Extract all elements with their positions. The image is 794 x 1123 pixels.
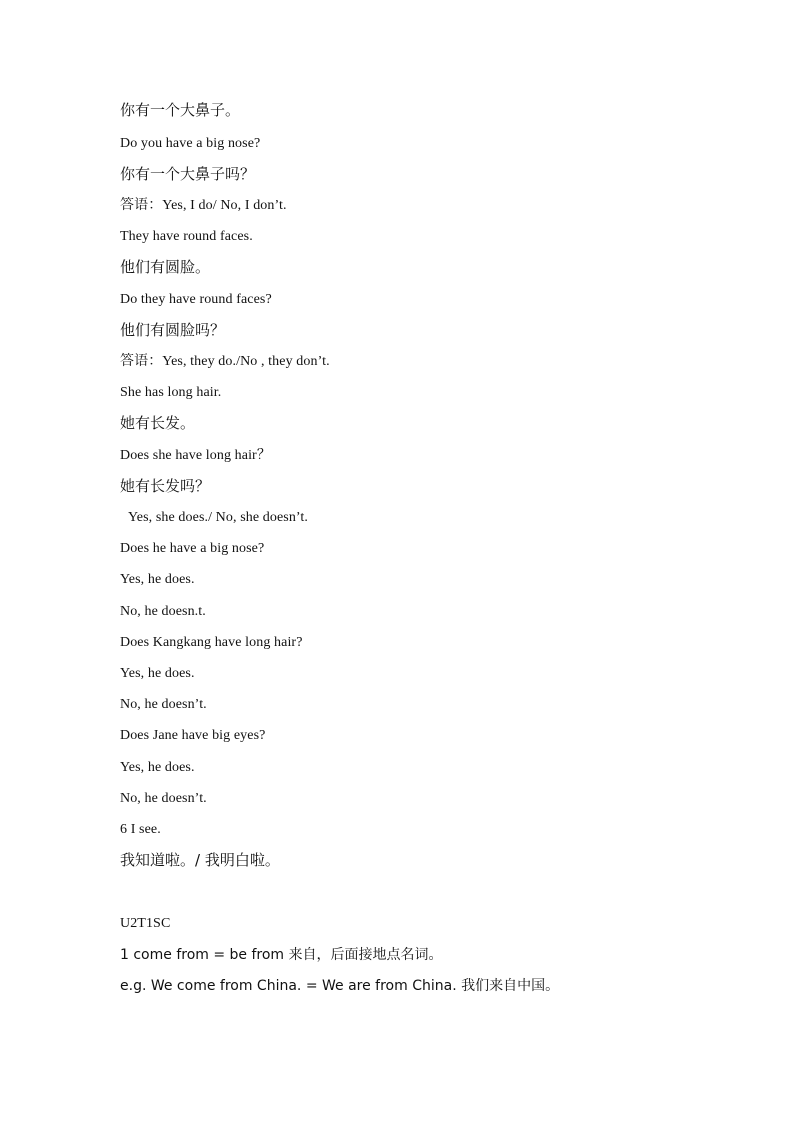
text-line: 你有一个大鼻子。 bbox=[120, 101, 241, 119]
text-line: Does Jane have big eyes? bbox=[120, 728, 266, 743]
text-line: 6 I see. bbox=[120, 822, 161, 837]
text-line: 他们有圆脸吗？ bbox=[120, 321, 226, 339]
text-line: 答语：Yes, I do/ No, I don’t. bbox=[120, 198, 287, 213]
text-line: Yes, she does./ No, she doesn’t. bbox=[128, 510, 309, 525]
text-line: 他们有圆脸。 bbox=[120, 258, 211, 276]
text-line: Yes, he does. bbox=[120, 760, 195, 775]
text-line: Does he have a big nose? bbox=[120, 541, 265, 556]
text-line: 1 come from = be from 来自，后面接地点名词。 bbox=[120, 947, 443, 963]
section-heading: U2T1SC bbox=[120, 916, 171, 931]
text-line: Do you have a big nose? bbox=[120, 136, 261, 151]
text-line: 我知道啦。/ 我明白啦。 bbox=[120, 851, 280, 869]
text-line: No, he doesn’t. bbox=[120, 791, 207, 806]
text-line: No, he doesn’t. bbox=[120, 697, 207, 712]
text-line: e.g. We come from China. = We are from China. 我们来自中国。 bbox=[120, 978, 560, 994]
text-line: No, he doesn.t. bbox=[120, 604, 206, 619]
text-line: 答语：Yes, they do./No , they don’t. bbox=[120, 354, 330, 369]
text-line: 你有一个大鼻子吗？ bbox=[120, 165, 256, 183]
text-line: 她有长发吗？ bbox=[120, 477, 211, 495]
text-line: She has long hair. bbox=[120, 385, 222, 400]
text-line: Does she have long hair？ bbox=[120, 448, 271, 463]
text-line: Does Kangkang have long hair? bbox=[120, 635, 303, 650]
text-line: 她有长发。 bbox=[120, 414, 196, 432]
text-line: Yes, he does. bbox=[120, 666, 195, 681]
text-line: Do they have round faces? bbox=[120, 292, 272, 307]
text-line: Yes, he does. bbox=[120, 572, 195, 587]
text-line: They have round faces. bbox=[120, 229, 253, 244]
